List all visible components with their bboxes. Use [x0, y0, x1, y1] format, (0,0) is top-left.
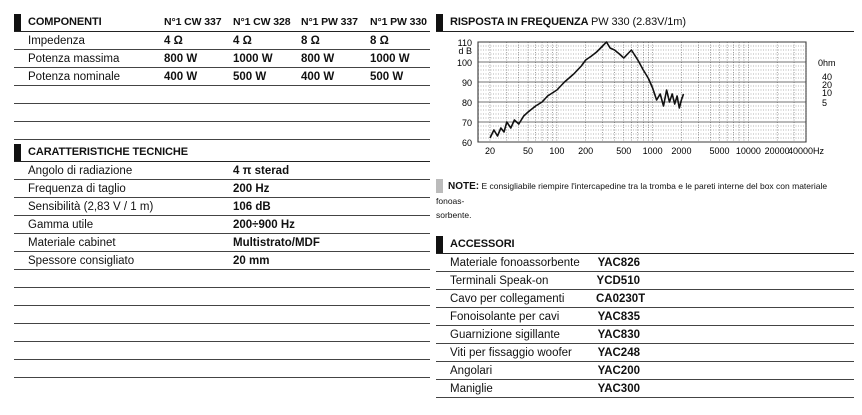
accessori-row: [436, 254, 854, 272]
componenti-value: 1000 W: [370, 53, 410, 65]
note-bar: [436, 179, 443, 193]
componenti-row-label: Impedenza: [28, 35, 85, 47]
caratteristiche-row: [14, 180, 430, 198]
y2-tick-label: 40: [822, 72, 833, 82]
y-tick-label: 70: [461, 118, 472, 128]
note-block: [436, 179, 854, 222]
componenti-value: 8 Ω: [370, 35, 389, 47]
componenti-title: COMPONENTI: [28, 16, 102, 28]
accessori-item-code: YCD510: [596, 275, 640, 287]
caratteristiche-row-label: Frequenza di taglio: [28, 183, 126, 195]
componenti-empty-row: [14, 86, 430, 104]
accessori-item-code: CA0230T: [596, 293, 646, 305]
accessori-table: [436, 235, 854, 398]
note-label: NOTE:: [448, 181, 480, 192]
accessori-item-label: Guarnizione sigillante: [450, 329, 560, 341]
x-tick-label: 500: [616, 146, 632, 156]
componenti-header: [14, 13, 430, 32]
caratteristiche-value: 200÷900 Hz: [233, 219, 295, 231]
x-tick-label: 50: [523, 146, 534, 156]
caratteristiche-row-label: Angolo di radiazione: [28, 165, 133, 177]
y-tick-label: 60: [461, 138, 472, 148]
caratteristiche-value: 20 mm: [233, 255, 270, 267]
x-tick-label: 2000: [671, 146, 692, 156]
componenti-row-label: Potenza massima: [28, 53, 120, 65]
risposta-title-bold: RISPOSTA IN FREQUENZA: [450, 16, 589, 28]
note-text-line1: E consigliabile riempire l'intercapedine tra la tromba e le pareti interne del box con materiale fonoas-: [436, 181, 828, 206]
componenti-value: 800 W: [301, 53, 335, 65]
accessori-item-label: Materiale fonoassorbente: [450, 257, 580, 269]
y-tick-label: 110: [457, 38, 472, 48]
accessori-item-label: Cavo per collegamenti: [450, 293, 565, 305]
plot-area: [478, 42, 806, 142]
col-header-2: N°1 CW 328: [233, 16, 291, 28]
componenti-empty-row: [14, 104, 430, 122]
x-tick-label: 10000: [735, 146, 761, 156]
x-tick-label: 5000: [709, 146, 730, 156]
y-tick-label: 80: [461, 98, 472, 108]
caratteristiche-value: 4 π sterad: [233, 165, 290, 177]
caratteristiche-row-label: Sensibilità (2,83 V / 1 m): [28, 201, 154, 213]
componenti-empty-row: [14, 122, 430, 140]
componenti-row: [14, 32, 430, 50]
caratteristiche-row-label: Materiale cabinet: [28, 237, 116, 249]
caratteristiche-empty-row: [14, 306, 430, 324]
caratteristiche-row: [14, 252, 430, 270]
col-header-3: N°1 PW 337: [301, 16, 358, 28]
frequency-response-chart: [436, 34, 854, 158]
x-tick-label: 200: [578, 146, 594, 156]
accessori-row: [436, 380, 854, 398]
accessori-row: [436, 272, 854, 290]
componenti-value: 500 W: [233, 71, 267, 83]
accessori-title: ACCESSORI: [450, 238, 515, 250]
componenti-value: 400 W: [301, 71, 335, 83]
caratteristiche-value: Multistrato/MDF: [233, 237, 320, 249]
x-tick-label: 20000: [764, 146, 790, 156]
caratteristiche-empty-row: [14, 288, 430, 306]
y-tick-label: 100: [456, 58, 472, 68]
accessori-item-code: YAC826: [597, 257, 640, 269]
componenti-value: 400 W: [164, 71, 198, 83]
componenti-value: 500 W: [370, 71, 404, 83]
componenti-row-label: Potenza nominale: [28, 71, 121, 83]
accessori-row: [436, 308, 854, 326]
caratteristiche-row: [14, 234, 430, 252]
accessori-item-code: YAC835: [597, 311, 640, 323]
caratteristiche-row: [14, 162, 430, 180]
componenti-value: 4 Ω: [233, 35, 252, 47]
componenti-row: [14, 50, 430, 68]
caratteristiche-row: [14, 198, 430, 216]
accessori-header: [436, 235, 854, 254]
caratteristiche-row-label: Spessore consigliato: [28, 255, 135, 267]
y-axis-label: d B: [458, 46, 472, 56]
x-tick-label: 40000Hz: [787, 146, 825, 156]
accessori-row: [436, 326, 854, 344]
risposta-section: [436, 13, 854, 32]
caratteristiche-row-label: Gamma utile: [28, 219, 94, 231]
x-tick-label: 100: [549, 146, 565, 156]
caratteristiche-empty-row: [14, 270, 430, 288]
caratteristiche-empty-row: [14, 360, 430, 378]
caratteristiche-empty-row: [14, 324, 430, 342]
componenti-value: 800 W: [164, 53, 198, 65]
accessori-item-code: YAC300: [597, 383, 640, 395]
caratteristiche-title: CARATTERISTICHE TECNICHE: [28, 146, 188, 158]
componenti-table: [14, 13, 430, 140]
accessori-item-label: Viti per fissaggio woofer: [450, 347, 572, 359]
x-tick-label: 1000: [642, 146, 663, 156]
accessori-item-label: Terminali Speak-on: [450, 275, 549, 287]
componenti-value: 4 Ω: [164, 35, 183, 47]
caratteristiche-empty-row: [14, 342, 430, 360]
col-header-4: N°1 PW 330: [370, 16, 427, 28]
accessori-item-code: YAC830: [597, 329, 640, 341]
risposta-title-rest: PW 330 (2.83V/1m): [591, 16, 686, 28]
caratteristiche-row: [14, 216, 430, 234]
accessori-item-label: Maniglie: [450, 383, 493, 395]
accessori-row: [436, 344, 854, 362]
accessori-item-code: YAC200: [597, 365, 640, 377]
y2-tick-label: 5: [822, 98, 828, 108]
componenti-row: [14, 68, 430, 86]
caratteristiche-value: 200 Hz: [233, 183, 270, 195]
risposta-header: [436, 13, 854, 32]
accessori-item-label: Angolari: [450, 365, 493, 377]
accessori-item-code: YAC248: [597, 347, 640, 359]
y2-tick-label: 20: [822, 80, 833, 90]
x-tick-label: 20: [484, 146, 495, 156]
y-tick-label: 90: [461, 78, 472, 88]
y2-axis-label: 0hm: [818, 58, 836, 68]
caratteristiche-header: [14, 143, 430, 162]
note-text-line2: sorbente.: [436, 210, 472, 220]
accessori-row: [436, 362, 854, 380]
caratteristiche-table: [14, 143, 430, 378]
accessori-item-label: Fonoisolante per cavi: [450, 311, 560, 323]
y2-tick-label: 10: [822, 88, 833, 98]
accessori-row: [436, 290, 854, 308]
componenti-value: 1000 W: [233, 53, 273, 65]
componenti-value: 8 Ω: [301, 35, 320, 47]
col-header-1: N°1 CW 337: [164, 16, 222, 28]
caratteristiche-value: 106 dB: [233, 201, 271, 213]
